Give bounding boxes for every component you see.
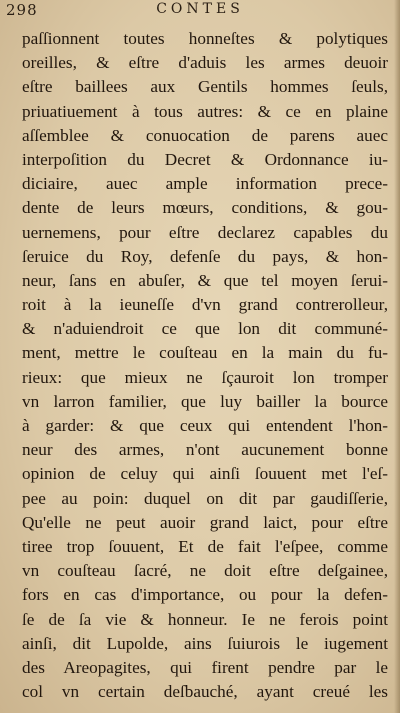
text-line: ainſi, dit Lupolde, ains ſuiurois le iugement [22, 633, 388, 653]
text-line: dente de leurs mœurs, conditions, & gou- [22, 198, 388, 218]
text-line: roit à la ieuneſſe d'vn grand contrerolleur, [22, 295, 388, 315]
text-line: oreilles, & eſtre d'aduis les armes deuoir [22, 53, 388, 73]
text-line: neur des armes, n'ont aucunement bonne [22, 440, 388, 460]
text-line: & n'aduiendroit ce que lon dit communé- [22, 319, 388, 339]
text-line: neur, ſans en abuſer, & que tel moyen ſerui- [22, 270, 388, 290]
text-line: ment, mettre le couſteau en la main du fu- [22, 343, 388, 363]
text-line: vn larron familier, que luy bailler la bource [22, 391, 388, 411]
text-line: uernemens, pour eſtre declarez capables du [22, 222, 388, 242]
text-line: priuatiuement à tous autres: & ce en plaine [22, 101, 388, 121]
text-line: rieux: que mieux ne ſçauroit lon tromper [22, 367, 388, 387]
page-header [4, 1, 396, 23]
text-line: à garder: & que ceux qui entendent l'hon- [22, 416, 388, 435]
body-text [22, 27, 388, 704]
text-line: ſeruice du Roy, defenſe du pays, & hon- [22, 246, 388, 266]
text-line: interpoſition du Decret & Ordonnance iu- [22, 149, 388, 169]
text-line: eſtre baillees aux Gentils hommes ſeuls, [22, 77, 388, 97]
text-line: vn couſteau ſacré, ne doit eſtre deſgainee, [22, 561, 388, 581]
text-line: des Areopagites, qui firent pendre par le [22, 657, 388, 677]
text-line: fors en cas d'importance, ou pour la defen- [22, 585, 388, 605]
page-edge-shadow [394, 0, 400, 713]
text-line: diciaire, auec ample information prece- [22, 174, 388, 194]
page-number: 298 [6, 1, 38, 19]
text-line: opinion de celuy qui ainſi ſouuent met l'eſ- [22, 464, 388, 484]
text-line: paſſionnent toutes honneſtes & polytiques [22, 29, 388, 48]
text-line: pee au poin: duquel on dit par gaudiſſerie, [22, 488, 388, 508]
text-line: Qu'elle ne peut auoir grand laict, pour eſtre [22, 512, 388, 532]
running-head: CONTES [156, 1, 244, 17]
text-line: tiree trop ſouuent, Et de fait l'eſpee, comme [22, 536, 388, 556]
text-line: aſſemblee & conuocation de parens auec [22, 125, 388, 145]
text-line: col vn certain deſbauché, ayant creué les [22, 682, 388, 702]
text-line: ſe de ſa vie & honneur. Ie ne ferois point [22, 609, 388, 629]
